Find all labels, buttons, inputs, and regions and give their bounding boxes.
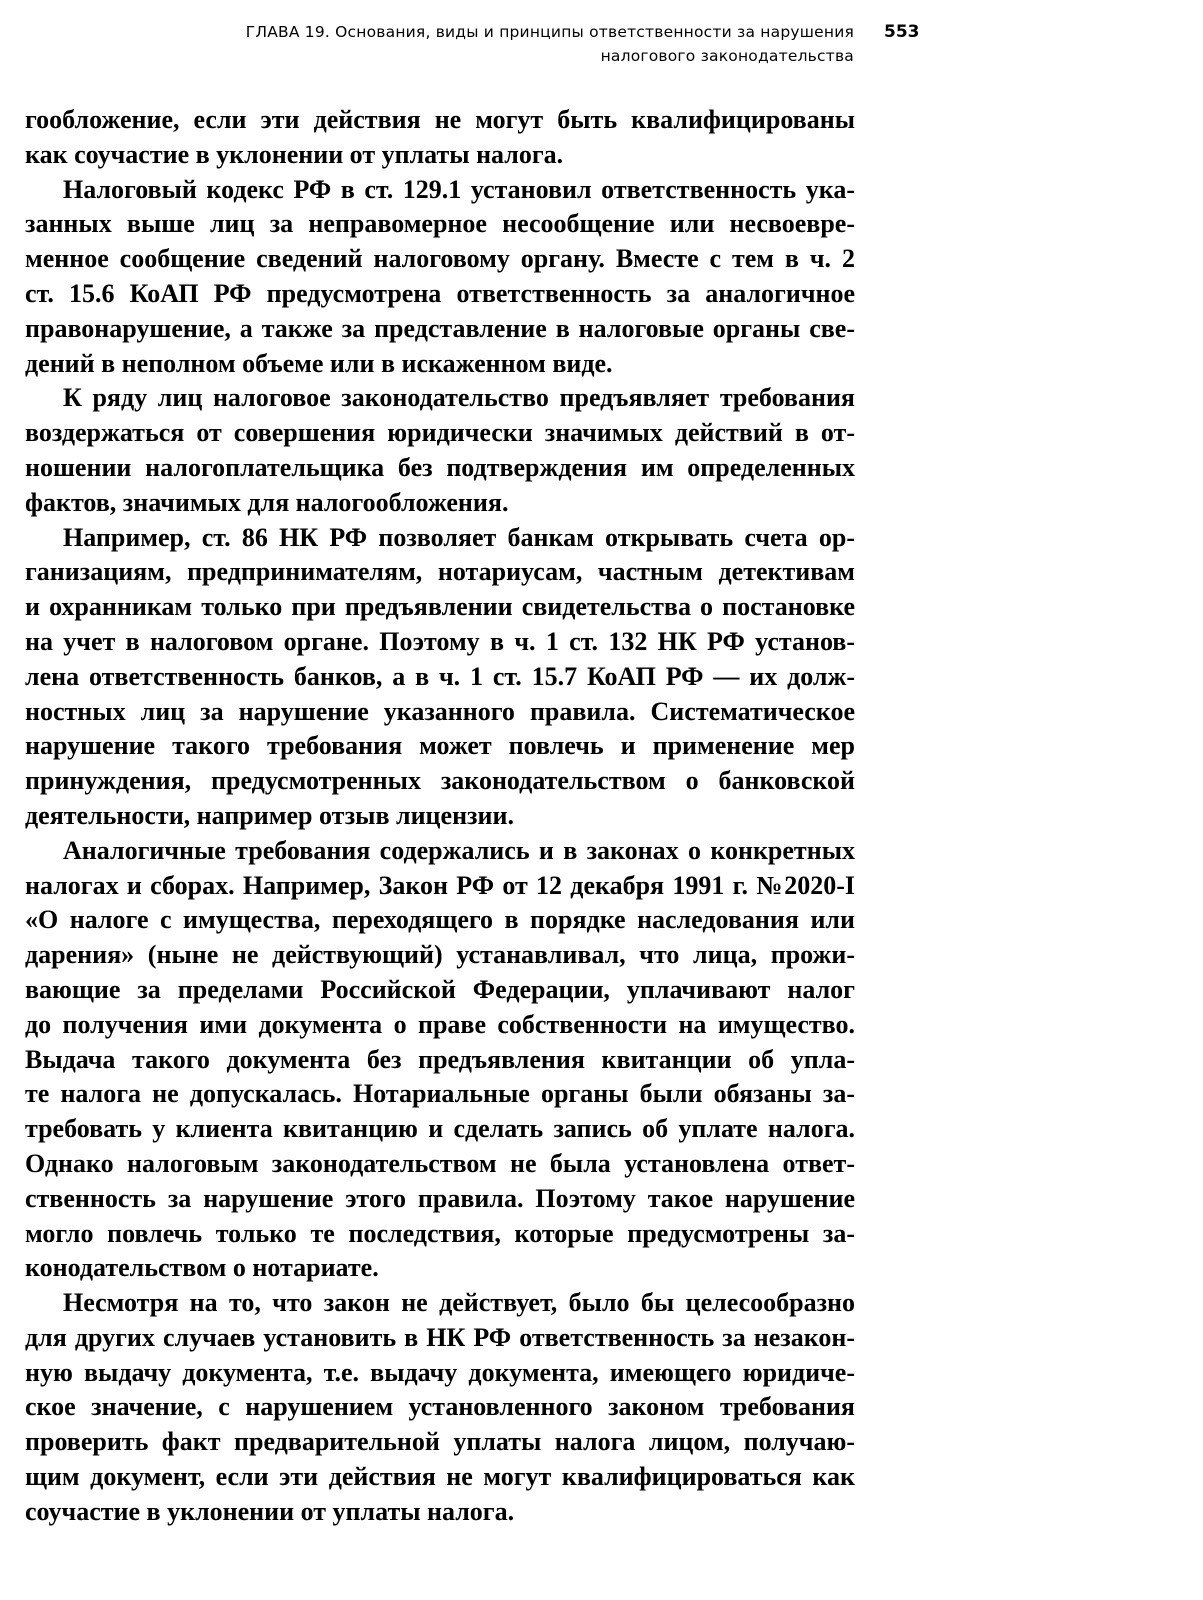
text-line: Аналогичные требования содержались и в законах о конкретных xyxy=(63,835,855,865)
paragraph xyxy=(25,103,855,173)
text-line: Несмотря на то, что закон не действует, было бы целесообразно xyxy=(63,1288,855,1318)
text-line: принуждения, предусмотренных законодательством о банковской xyxy=(25,766,855,796)
paragraph xyxy=(25,173,855,382)
text-line: Налоговый кодекс РФ в ст. 129.1 установил ответственность ука- xyxy=(63,174,855,204)
text-line: соучастие в уклонении от уплаты налога. xyxy=(25,1496,515,1526)
text-line: дарения» (ныне не действующий) устанавливал, что лица, прожи- xyxy=(25,940,855,970)
text-line: ское значение, с нарушением установленного законом требования xyxy=(25,1392,855,1422)
text-line: «О налоге с имущества, переходящего в порядке наследования или xyxy=(25,905,855,935)
text-line: на учет в налоговом органе. Поэтому в ч. 1 ст. 132 НК РФ установ- xyxy=(25,626,855,656)
text-line: ганизациям, предпринимателям, нотариусам, частным детективам xyxy=(25,557,855,587)
running-head xyxy=(60,20,854,68)
text-line: до получения ими документа о праве собственности на имущество. xyxy=(25,1009,855,1039)
text-line: дений в неполном объеме или в искаженном виде. xyxy=(25,348,613,378)
text-line: конодательством о нотариате. xyxy=(25,1253,379,1283)
text-line: щим документ, если эти действия не могут квалифицироваться как xyxy=(25,1462,855,1492)
text-line: занных выше лиц за неправомерное несообщение или несвоевре- xyxy=(25,209,855,239)
paragraph xyxy=(25,381,855,520)
text-line: ную выдачу документа, т.е. выдачу документа, имеющего юридиче- xyxy=(25,1357,855,1387)
text-line: ственность за нарушение этого правила. Поэтому такое нарушение xyxy=(25,1183,855,1213)
text-line: как соучастие в уклонении от уплаты налога. xyxy=(25,139,564,169)
text-line: налогах и сборах. Например, Закон РФ от 12 декабря 1991 г. №2020-I xyxy=(25,870,855,900)
text-line: фактов, значимых для налогообложения. xyxy=(25,487,509,517)
text-line: вающие за пределами Российской Федерации, уплачивают налог xyxy=(25,974,855,1004)
text-line: для других случаев установить в НК РФ ответственность за незакон- xyxy=(25,1322,855,1352)
text-line: ст. 15.6 КоАП РФ предусмотрена ответственность за аналогичное xyxy=(25,278,855,308)
text-line: менное сообщение сведений налоговому органу. Вместе с тем в ч. 2 xyxy=(25,244,855,274)
chapter-title-line-1: ГЛАВА 19. Основания, виды и принципы ответственности за нарушения xyxy=(245,23,854,41)
body-text xyxy=(25,103,855,1530)
text-line: ностных лиц за нарушение указанного правила. Систематическое xyxy=(25,696,855,726)
paragraph xyxy=(25,521,855,834)
text-line: Выдача такого документа без предъявления квитанции об упла- xyxy=(25,1044,855,1074)
page-number: 553 xyxy=(884,22,920,42)
text-line: правонарушение, а также за представление в налоговые органы све- xyxy=(25,313,855,343)
text-line: лена ответственность банков, а в ч. 1 ст. 15.7 КоАП РФ — их долж- xyxy=(25,661,855,691)
text-line: гообложение, если эти действия не могут быть квалифицированы xyxy=(25,105,855,134)
chapter-title-line-2: налогового законодательства xyxy=(600,47,854,65)
text-line: Например, ст. 86 НК РФ позволяет банкам открывать счета ор- xyxy=(63,522,855,552)
text-line: Однако налоговым законодательством не была установлена ответ- xyxy=(25,1148,855,1178)
paragraph xyxy=(25,834,855,1286)
text-line: воздержаться от совершения юридически значимых действий в от- xyxy=(25,418,855,448)
text-line: ношении налогоплательщика без подтверждения им определенных xyxy=(25,452,855,482)
text-line: и охранникам только при предъявлении свидетельства о постановке xyxy=(25,592,855,622)
text-line: требовать у клиента квитанцию и сделать запись об уплате налога. xyxy=(25,1114,855,1144)
text-line: те налога не допускалась. Нотариальные органы были обязаны за- xyxy=(25,1079,855,1109)
text-line: проверить факт предварительной уплаты налога лицом, получаю- xyxy=(25,1427,855,1457)
text-line: деятельности, например отзыв лицензии. xyxy=(25,800,514,830)
paragraph xyxy=(25,1286,855,1530)
text-line: нарушение такого требования может повлечь и применение мер xyxy=(25,731,855,761)
text-line: могло повлечь только те последствия, которые предусмотрены за- xyxy=(25,1218,855,1248)
text-line: К ряду лиц налоговое законодательство предъявляет требования xyxy=(63,383,855,413)
